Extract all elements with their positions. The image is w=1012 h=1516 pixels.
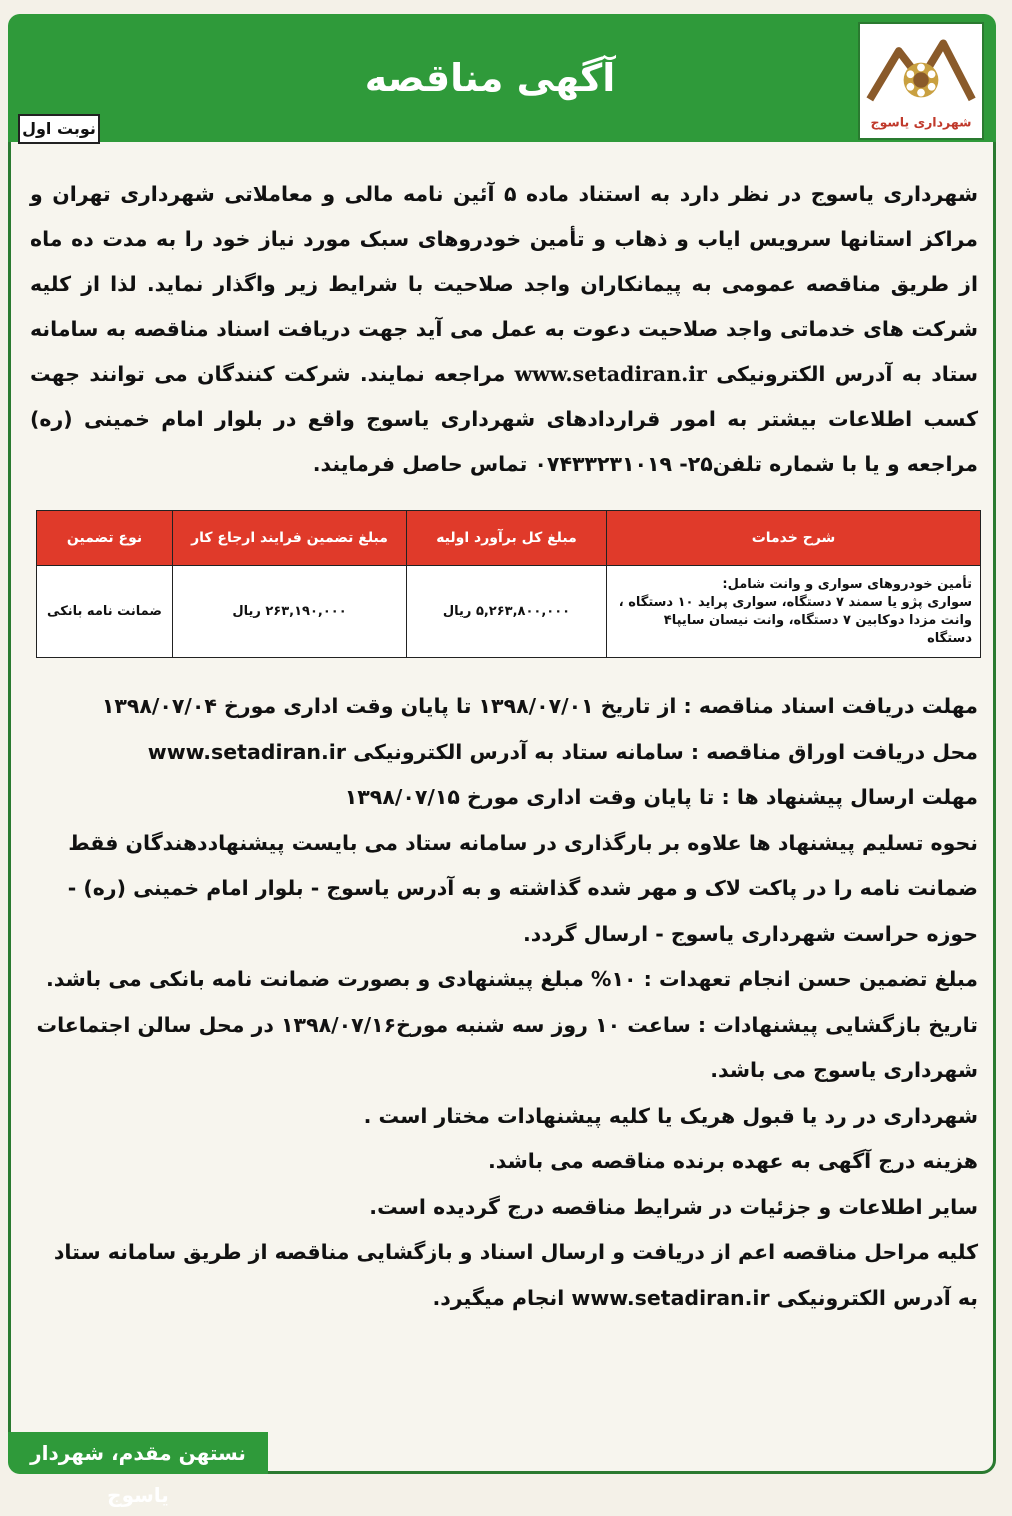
other-info-note: سایر اطلاعات و جزئیات در شرایط مناقصه درج گردیده است. <box>369 1194 978 1219</box>
intro-text-1: شهرداری یاسوج در نظر دارد به استناد ماده ۵ آئین نامه مالی و معاملاتی شهرداری تهران و مراکز استانها سرویس ایاب و ذهاب و تأمین خودروهای سبک مورد نیاز خود را به مدت ده ماه از طریق مناقصه عمومی به پیمانکاران واجد صلاحیت با شرایط زیر واگذار نماید. لذا از کلیه شرکت های خدماتی واجد صلاحیت دعوت به عمل می آید جهت دریافت اسناد مناقصه به سامانه ستاد به آدرس الکترونیکی <box>30 182 978 386</box>
submission-method: نحوه تسلیم پیشنهاد ها علاوه بر بارگذاری در سامانه ستاد می بایست پیشنهاددهندگان فقط ضمانت نامه را در پاکت لاک و مهر شده گذاشته و به آدرس یاسوج - بلوار امام خمینی (ره) - حوزه حراست شهرداری یاسوج - ارسال گردد. <box>67 830 978 946</box>
table-row <box>37 566 981 658</box>
deadline-offers: مهلت ارسال پیشنهاد ها : تا پایان وقت اداری مورخ ۱۳۹۸/۰۷/۱۵ <box>344 785 978 809</box>
header-guarantee-amount: مبلغ تضمین فرایند ارجاع کار <box>173 511 407 566</box>
intro-text-2: مراجعه نمایند. شرکت کنندگان می توانند جهت کسب اطلاعات بیشتر به امور قراردادهای شهرداری یاسوج واقع در بلوار امام خمینی (ره) مراجعه و یا با شماره تلفن۲۵- ۰۷۴۳۳۲۳۱۰۱۹ تماس حاصل فرمایند. <box>30 362 978 476</box>
opening-date: تاریخ بازگشایی پیشنهادات : ساعت ۱۰ روز سه شنبه مورخ۱۳۹۸/۰۷/۱۶ در محل سالن اجتماعات شهرداری یاسوج می باشد. <box>36 1012 978 1082</box>
round-badge: نوبت اول <box>18 114 100 144</box>
logo-text: شهرداری یاسوج <box>870 114 972 130</box>
cell-estimate: ۵,۲۶۳,۸۰۰,۰۰۰ ریال <box>407 566 607 658</box>
intro-paragraph <box>30 172 978 487</box>
all-stages-note: کلیه مراحل مناقصه اعم از دریافت و ارسال اسناد و بازگشایی مناقصه از طریق سامانه ستاد به آدرس الکترونیکی www.setadiran.ir انجام میگیرد. <box>53 1240 978 1310</box>
cell-guarantee-amount: ۲۶۳,۱۹۰,۰۰۰ ریال <box>173 566 407 658</box>
performance-guarantee: مبلغ تضمین حسن انجام تعهدات : ۱۰% مبلغ پیشنهادی و بصورت ضمانت نامه بانکی می باشد. <box>46 967 978 991</box>
table-header-row <box>37 511 981 566</box>
page-title: آگهی مناقصه <box>364 56 616 100</box>
logo-icon <box>860 24 982 138</box>
cell-guarantee-type: ضمانت نامه بانکی <box>37 566 173 658</box>
desc-line: تأمین خودروهای سواری و وانت شامل: <box>722 576 972 592</box>
header-guarantee-type: نوع تضمین <box>37 511 173 566</box>
signature-band: نستهن مقدم، شهردار یاسوج <box>8 1432 268 1474</box>
ad-cost-note: هزینه درج آگهی به عهده برنده مناقصه می باشد. <box>487 1149 978 1173</box>
deadline-docs: مهلت دریافت اسناد مناقصه : از تاریخ ۱۳۹۸/۰۷/۰۱ تا پایان وقت اداری مورخ ۱۳۹۸/۰۷/۰۴ <box>101 694 978 718</box>
tender-details <box>30 684 978 1321</box>
rights-note: شهرداری در رد یا قبول هریک یا کلیه پیشنهادات مختار است . <box>363 1103 978 1128</box>
place-docs: محل دریافت اوراق مناقصه : سامانه ستاد به آدرس الکترونیکی www.setadiran.ir <box>147 739 978 764</box>
desc-line: وانت مزدا دوکابین ۷ دستگاه، وانت نیسان سایپا۴ دستگاه <box>663 612 972 646</box>
header-estimate: مبلغ کل برآورد اولیه <box>407 511 607 566</box>
header-description: شرح خدمات <box>607 511 981 566</box>
municipality-logo <box>858 22 984 140</box>
services-table <box>36 510 981 658</box>
cell-description <box>607 566 981 658</box>
desc-line: سواری پژو یا سمند ۷ دستگاه، سواری پراید ۱۰ دستگاه ، <box>618 594 972 610</box>
setadiran-link[interactable]: www.setadiran.ir <box>514 362 707 386</box>
